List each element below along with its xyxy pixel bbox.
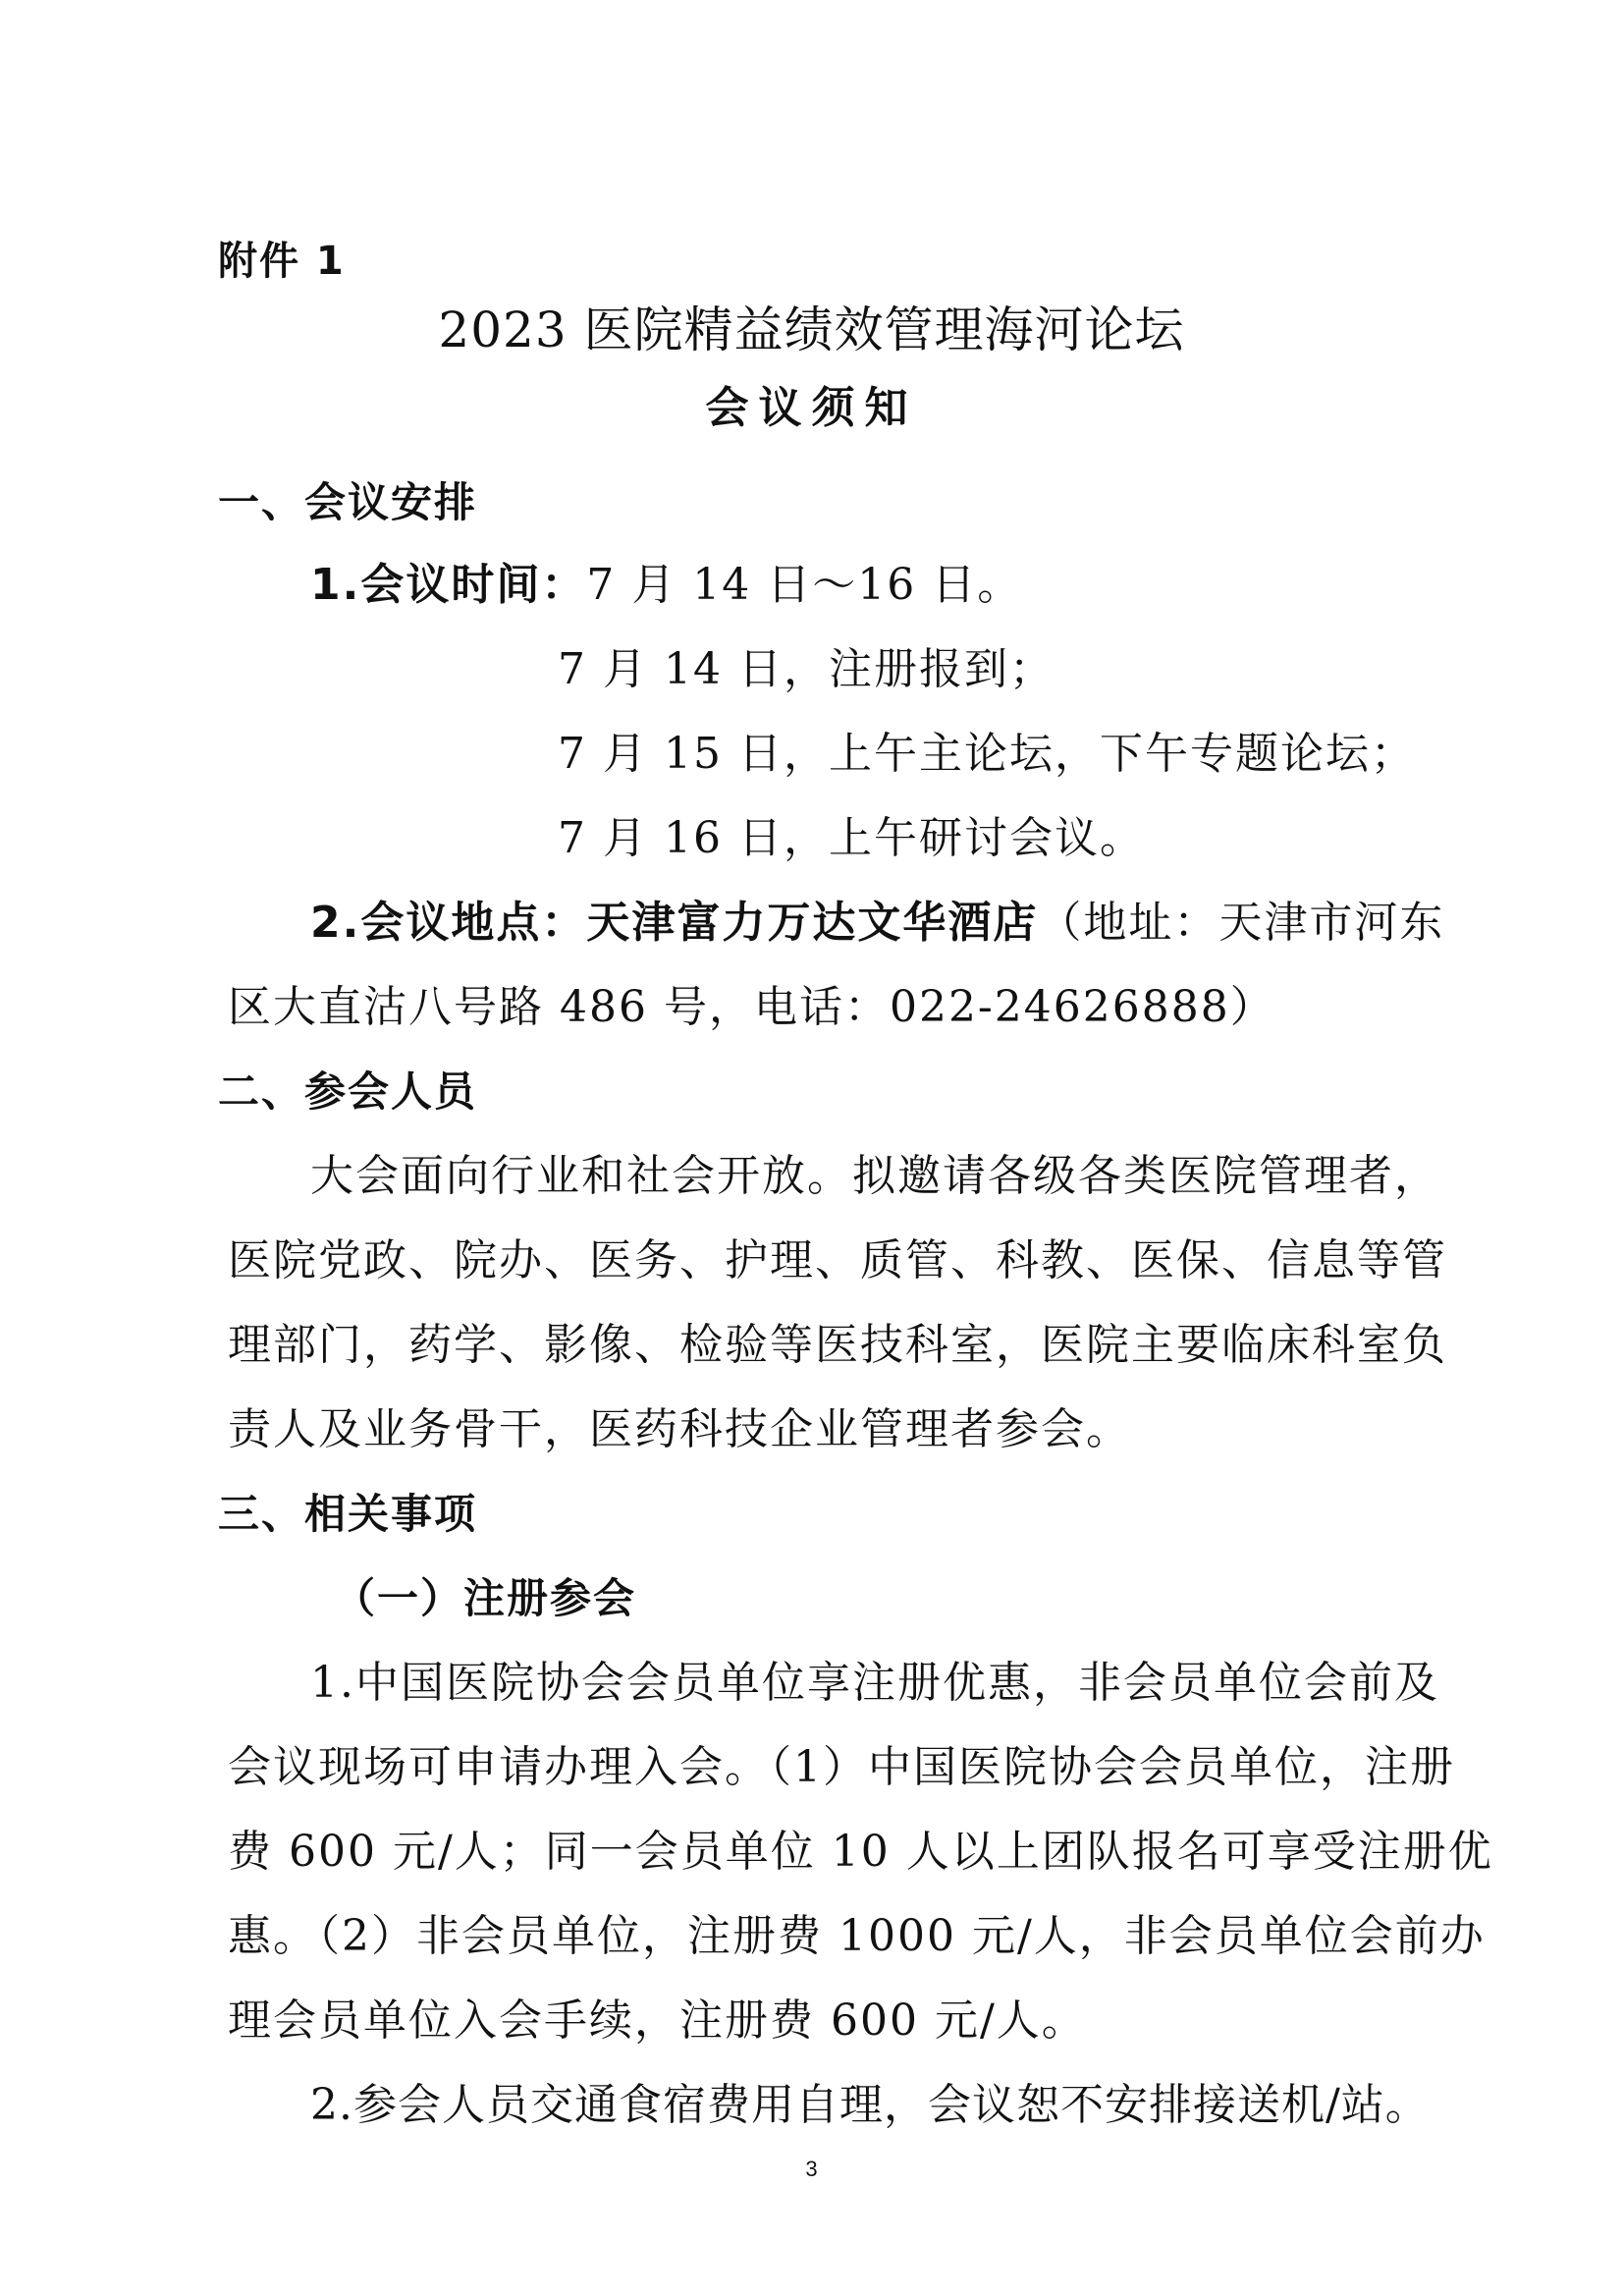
venue-value: （地址：天津市河东 bbox=[1038, 898, 1445, 948]
schedule-item: 7 月 15 日，上午主论坛，下午专题论坛； bbox=[558, 729, 1416, 779]
page-number: 3 bbox=[805, 2157, 818, 2181]
attendees-paragraph-line: 医院党政、院办、医务、护理、质管、科教、医保、信息等管 bbox=[228, 1235, 1447, 1285]
section3-heading: 三、相关事项 bbox=[218, 1490, 478, 1538]
registration-paragraph-line: 惠。（2）非会员单位，注册费 1000 元/人，非会员单位会前办 bbox=[228, 1911, 1486, 1961]
attendees-paragraph-line: 大会面向行业和社会开放。拟邀请各级各类医院管理者， bbox=[310, 1151, 1439, 1201]
attachment-label: 附件 1 bbox=[218, 239, 346, 284]
registration-subheading: （一）注册参会 bbox=[334, 1574, 637, 1622]
registration-paragraph-line: 费 600 元/人；同一会员单位 10 人以上团队报名可享受注册优 bbox=[228, 1827, 1493, 1877]
travel-expenses-line: 2.参会人员交通食宿费用自理，会议恕不安排接送机/站。 bbox=[310, 2080, 1430, 2130]
section1-heading: 一、会议安排 bbox=[218, 478, 478, 526]
schedule-item: 7 月 16 日，上午研讨会议。 bbox=[558, 813, 1145, 863]
document-title: 2023 医院精益绩效管理海河论坛 bbox=[438, 301, 1185, 358]
attendees-paragraph-line: 责人及业务骨干，医药科技企业管理者参会。 bbox=[228, 1404, 1131, 1454]
document-subtitle: 会议须知 bbox=[705, 383, 918, 433]
registration-paragraph-line: 会议现场可申请办理入会。（1）中国医院协会会员单位，注册 bbox=[228, 1742, 1455, 1792]
venue-line bbox=[310, 894, 1444, 953]
venue-label: 2.会议地点：天津富力万达文华酒店 bbox=[310, 898, 1039, 948]
meeting-time-value: 7 月 14 日～16 日。 bbox=[586, 560, 1023, 610]
attendees-paragraph-line: 理部门，药学、影像、检验等医技科室，医院主要临床科室负 bbox=[228, 1320, 1447, 1370]
meeting-time-line bbox=[310, 556, 1022, 615]
venue-address-line: 区大直沽八号路 486 号，电话：022-24626888） bbox=[228, 982, 1275, 1032]
schedule-item: 7 月 14 日，注册报到； bbox=[558, 644, 1055, 694]
meeting-time-label: 1.会议时间： bbox=[310, 560, 587, 610]
registration-paragraph-line: 理会员单位入会手续，注册费 600 元/人。 bbox=[228, 1995, 1087, 2046]
section2-heading: 二、参会人员 bbox=[218, 1067, 478, 1116]
registration-paragraph-line: 1.中国医院协会会员单位享注册优惠，非会员单位会前及 bbox=[310, 1658, 1439, 1708]
